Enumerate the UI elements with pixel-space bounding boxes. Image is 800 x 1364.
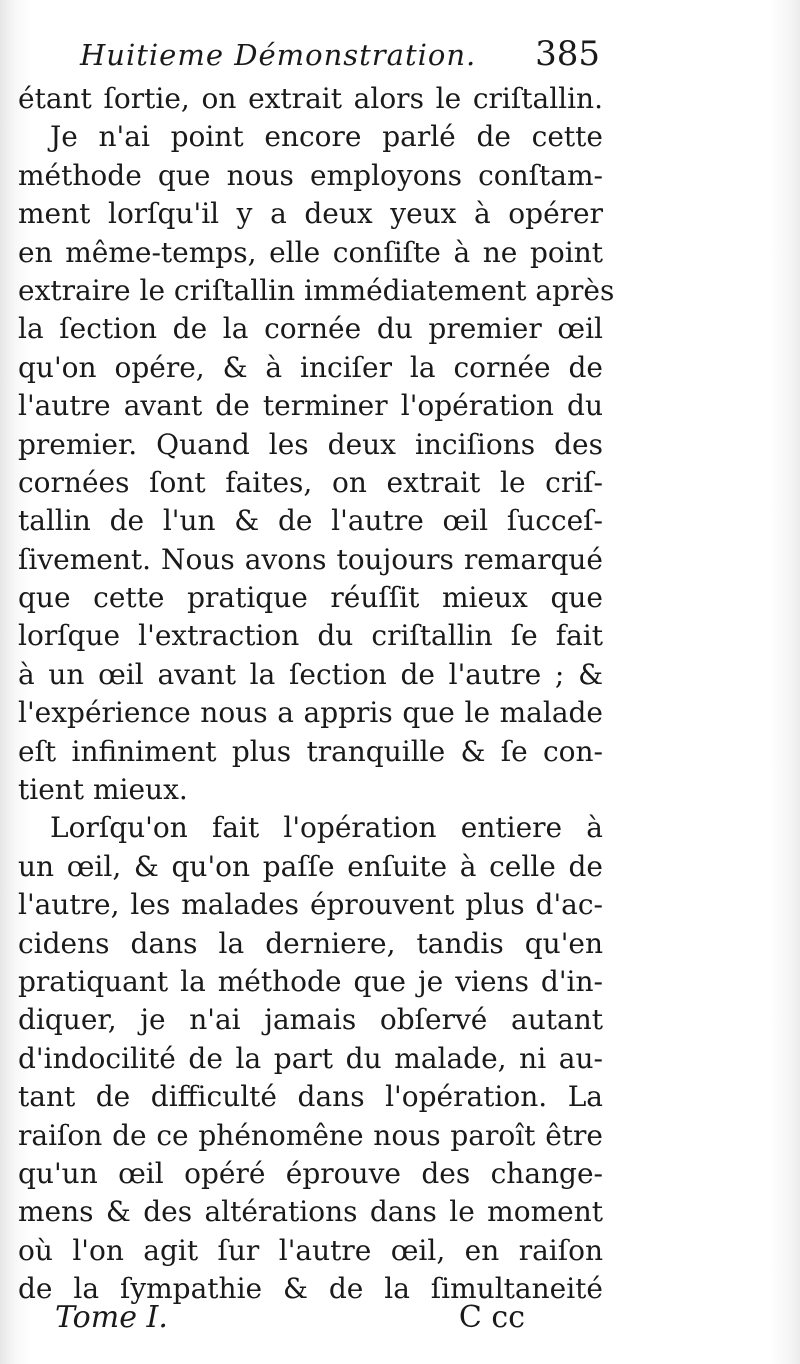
text-line: que cette pratique réuſſit mieux que — [18, 581, 603, 615]
text-line: cornées ſont faites, on extrait le criſ- — [18, 465, 603, 499]
text-line: Je n'ai point encore parlé de cette — [50, 120, 603, 154]
text-line: méthode que nous employons conſtam- — [18, 158, 603, 192]
text-line: diquer, je n'ai jamais obſervé autant — [18, 1003, 603, 1037]
text-line: extraire le criſtallin immédiatement après — [18, 273, 615, 307]
text-line: eſt infiniment plus tranquille & ſe con- — [18, 734, 603, 768]
text-line: qu'on opére, & à inciſer la cornée de — [18, 350, 603, 384]
volume-label: Tome I. — [55, 1300, 168, 1335]
text-line: de la ſympathie & de la ſimultaneité — [18, 1272, 603, 1306]
page-header — [80, 30, 600, 80]
text-line: ſivement. Nous avons toujours remarqué — [18, 542, 603, 576]
text-line: tant de difficulté dans l'opération. La — [18, 1080, 603, 1114]
text-line: Lorſqu'on fait l'opération entiere à — [50, 811, 603, 845]
text-line: qu'un œil opéré éprouve des change- — [18, 1156, 603, 1190]
page-number: 385 — [535, 34, 600, 74]
signature-mark: C cc — [458, 1300, 525, 1335]
text-line: d'indocilité de la part du malade, ni au- — [18, 1041, 603, 1075]
page-footer — [55, 1300, 525, 1350]
text-line: pratiquant la méthode que je viens d'in- — [18, 964, 603, 998]
text-line: tallin de l'un & de l'autre œil ſucceſ- — [18, 504, 603, 538]
text-line: ment lorſqu'il y a deux yeux à opérer — [18, 197, 603, 231]
text-line: à un œil avant la ſection de l'autre ; & — [18, 657, 603, 691]
text-line: l'autre avant de terminer l'opération du — [18, 389, 603, 423]
body-text — [18, 80, 615, 1309]
running-title: Huitieme Démonstration. — [80, 38, 477, 72]
text-line: la ſection de la cornée du premier œil — [18, 312, 603, 346]
text-line: l'expérience nous a appris que le malade — [18, 696, 603, 730]
text-line: en même-temps, elle conſiſte à ne point — [18, 235, 603, 269]
text-line: un œil, & qu'on paſſe enſuite à celle de — [18, 849, 603, 883]
text-line: où l'on agit ſur l'autre œil, en raiſon — [18, 1233, 603, 1267]
text-line: étant ſortie, on extrait alors le criſtallin. — [18, 82, 603, 115]
text-line: cidens dans la derniere, tandis qu'en — [18, 926, 603, 960]
text-line: premier. Quand les deux inciſions des — [18, 427, 603, 461]
text-line: raiſon de ce phénomêne nous paroît être — [18, 1118, 603, 1152]
text-line: lorſque l'extraction du criſtallin ſe fait — [18, 619, 603, 653]
text-line: mens & des altérations dans le moment — [18, 1195, 603, 1229]
text-line: l'autre, les malades éprouvent plus d'ac- — [18, 888, 603, 922]
text-line: tient mieux. — [18, 773, 188, 807]
